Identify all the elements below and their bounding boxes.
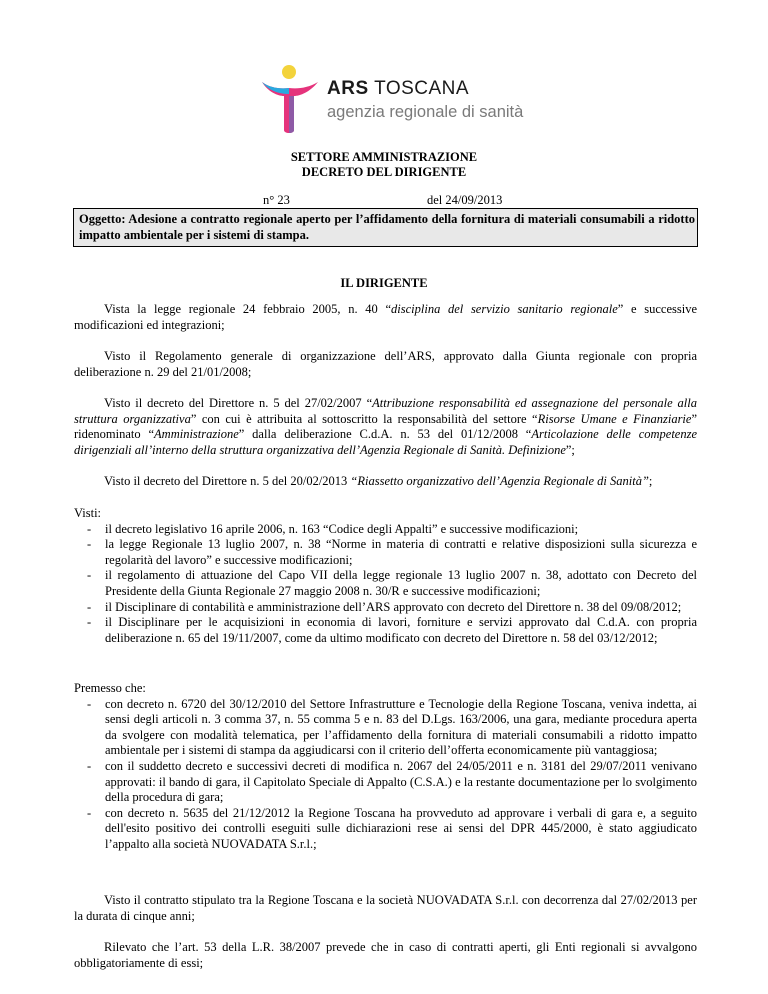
decree-number: n° 23 (263, 193, 290, 207)
list-item: - con decreto n. 5635 del 21/12/2012 la Regione Toscana ha provveduto ad approvare i verbali di gara e, a seguito dell'esito positivo dei controlli eseguiti sulle dichiarazioni rese ai sensi del DPR 445/2000, è stato aggiudicato l’appalto alla società NUOVADATA S.r.l.; (87, 805, 697, 851)
paragraph-rilevato: Rilevato che l’art. 53 della L.R. 38/2007 prevede che in caso di contratti aperti, gli Enti regionali si avvalgono obbligatoriamente di essi; (74, 940, 697, 970)
logo-title: ARS TOSCANA (327, 78, 470, 99)
paragraph-contratto: Visto il contratto stipulato tra la Regione Toscana e la società NUOVADATA S.r.l. con decorrenza dal 27/02/2013 per la durata di cinque anni; (74, 893, 697, 923)
paragraph-decreto-direttore-2013: Visto il decreto del Direttore n. 5 del 20/02/2013 “Riassetto organizzativo dell’Agenzia Regionale di Sanità”; (104, 474, 653, 488)
paragraph-regolamento: Visto il Regolamento generale di organizzazione dell’ARS, approvato dalla Giunta regionale con propria deliberazione n. 29 del 21/01/2008; (74, 349, 697, 379)
list-item: - con il suddetto decreto e successivi decreti di modifica n. 2067 del 24/05/2011 e n. 3181 del 29/07/2011 venivano approvati: il bando di gara, il Capitolato Speciale di Appalto (C.S.A.) e la restante documentazione per lo svolgimento della procedura di gara; (87, 758, 697, 805)
sector-heading: SETTORE AMMINISTRAZIONE (290, 150, 478, 164)
premesso-label: Premesso che: (74, 681, 146, 695)
list-item: - il Disciplinare di contabilità e amministrazione dell’ARS approvato con decreto del Direttore n. 38 del 09/08/2012; (87, 599, 682, 614)
visti-label: Visti: (74, 506, 102, 520)
list-item: - il decreto legislativo 16 aprile 2006, n. 163 “Codice degli Appalti” e successive modificazioni; (87, 521, 579, 536)
paragraph-legge-40: Vista la legge regionale 24 febbraio 2005, n. 40 “disciplina del servizio sanitario regionale” e successive modificazioni ed integrazioni; (74, 302, 697, 332)
list-item: - il regolamento di attuazione del Capo VII della legge regionale 13 luglio 2007 n. 38, adottato con Decreto del Presidente della Giunta Regionale 27 maggio 2008 n. 30/R e successive modificazioni; (87, 568, 697, 598)
decree-heading: DECRETO DEL DIRIGENTE (301, 165, 467, 179)
ars-figure-icon (256, 58, 326, 136)
ars-toscana-logo (256, 58, 524, 136)
logo-subtitle: agenzia regionale di sanità (327, 103, 524, 121)
section-title: IL DIRIGENTE (340, 276, 428, 290)
subject-box: Oggetto: Adesione a contratto regionale aperto per l’affidamento della fornitura di materiali consumabili a ridotto impatto ambientale per i sistemi di stampa. (73, 208, 698, 247)
list-item: - il Disciplinare per le acquisizioni in economia di lavori, forniture e servizi approvato dal C.d.A. con propria deliberazione n. 65 del 19/11/2007, come da ultimo modificato con decreto del Direttore n. 58 del 03/12/2012; (87, 615, 697, 645)
list-item: - con decreto n. 6720 del 30/12/2010 del Settore Infrastrutture e Tecnologie della Regione Toscana, veniva indetta, ai sensi degli articoli n. 3 comma 37, n. 55 comma 5 e n. 83 del D.Lgs. 163/2006, una gara, mediante procedura aperta da svolgere con modalità telematica, per l’affidamento della fornitura di materiali consumabili a ridotto impatto ambientale per i sistemi di stampa da aggiudicarsi con il criterio dell’offerta economicamente più vantaggiosa; (87, 696, 697, 758)
paragraph-decreto-direttore-2007: Visto il decreto del Direttore n. 5 del 27/02/2007 “Attribuzione responsabilità ed assegnazione del personale alla struttura organizzativa” con cui è attribuita al sottoscritto la responsabilità del settore “Risorse Umane e Finanziarie” ridenominato “Amministrazione” dalla deliberazione C.d.A. n. 53 del 01/12/2008 “Articolazione delle competenze dirigenziali all’interno della struttura organizzativa dell’Agenzia Regionale di Sanità. Definizione”; (74, 396, 698, 457)
list-item: - la legge Regionale 13 luglio 2007, n. 38 “Norme in materia di contratti e relative disposizioni sulla sicurezza e regolarità del lavoro” e successive modificazioni; (87, 537, 697, 567)
visti-list (74, 506, 697, 646)
premesso-list (74, 681, 697, 853)
decree-date: del 24/09/2013 (427, 193, 503, 207)
